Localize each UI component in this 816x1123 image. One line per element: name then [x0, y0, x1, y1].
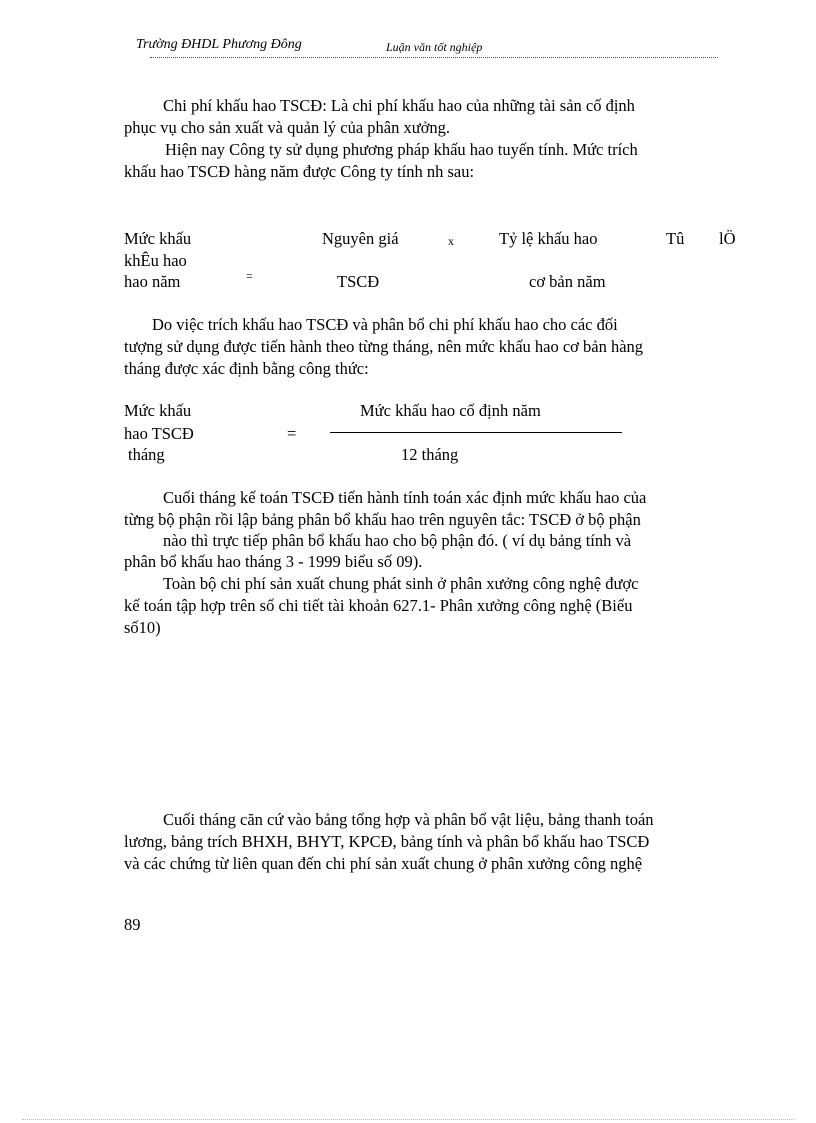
- formula1-extra2: lÖ: [719, 229, 736, 248]
- formula1-term2-bottom: cơ bản năm: [529, 272, 606, 291]
- para4-line1: Cuối tháng kế toán TSCĐ tiến hành tính toán xác định mức khấu hao của: [163, 488, 647, 507]
- para3-line3: tháng được xác định bằng công thức:: [124, 359, 369, 378]
- para4-line4: phân bổ khấu hao tháng 3 - 1999 biểu số 09).: [124, 552, 423, 571]
- formula1-term1-top: Nguyên giá: [322, 229, 399, 248]
- footer-rule: [22, 1119, 794, 1120]
- header-doc-type: Luận văn tốt nghiệp: [386, 40, 483, 54]
- header-rule: [150, 57, 718, 58]
- page-number: 89: [124, 915, 141, 934]
- para3-line2: tượng sử dụng được tiến hành theo từng tháng, nên mức khấu hao cơ bản hàng: [124, 337, 644, 356]
- formula1-label-line1: Mức khấu: [124, 229, 192, 248]
- formula2-fraction-line: [330, 432, 622, 433]
- header-school: Trường ĐHDL Phương Đông: [136, 37, 302, 52]
- para6-line2: lương, bảng trích BHXH, BHYT, KPCĐ, bảng tính và phân bổ khấu hao TSCĐ: [124, 832, 650, 851]
- para4-line2: từng bộ phận rồi lập bảng phân bổ khấu hao trên nguyên tắc: TSCĐ ở bộ phận: [124, 510, 641, 529]
- para2-line2: khấu hao TSCĐ hàng năm được Công ty tính nh sau:: [124, 162, 475, 181]
- formula1-equals: =: [246, 269, 253, 283]
- formula2-denominator: 12 tháng: [401, 445, 459, 464]
- para4-line3: nào thì trực tiếp phân bổ khấu hao cho bộ phận đó. ( ví dụ bảng tính và: [163, 531, 632, 550]
- formula2-equals: =: [287, 424, 297, 443]
- para3-line1: Do việc trích khấu hao TSCĐ và phân bổ chi phí khấu hao cho các đối: [152, 315, 618, 334]
- formula1-term1-bottom: TSCĐ: [337, 272, 380, 291]
- formula1-extra1: Tû: [666, 229, 685, 248]
- formula1-term2-top: Tỷ lệ khấu hao: [499, 229, 598, 248]
- formula2-label-line1: Mức khấu: [124, 401, 192, 420]
- para5-line1: Toàn bộ chi phí sản xuất chung phát sinh ở phân xưởng công nghệ được: [163, 574, 639, 593]
- para5-line2: kế toán tập hợp trên sổ chi tiết tài khoản 627.1- Phân xưởng công nghệ (Biểu: [124, 596, 633, 615]
- para1-line2: phục vụ cho sản xuất và quản lý của phân xưởng.: [124, 118, 451, 137]
- formula1-times: x: [448, 234, 454, 248]
- formula1-label-line2: khÊu hao: [124, 251, 187, 270]
- para1-line1: Chi phí khấu hao TSCĐ: Là chi phí khấu hao của những tài sản cố định: [163, 96, 635, 115]
- para5-line3: số10): [124, 618, 161, 637]
- formula1-label-line3: hao năm: [124, 272, 181, 291]
- para6-line1: Cuối tháng căn cứ vào bảng tổng hợp và phân bổ vật liệu, bảng thanh toán: [163, 810, 654, 829]
- formula2-label-line3: tháng: [128, 445, 165, 464]
- formula2-label-line2: hao TSCĐ: [124, 424, 194, 443]
- para2-line1: Hiện nay Công ty sử dụng phương pháp khấu hao tuyến tính. Mức trích: [165, 140, 638, 159]
- para6-line3: và các chứng từ liên quan đến chi phí sản xuất chung ở phân xưởng công nghệ: [124, 854, 643, 873]
- formula2-numerator: Mức khấu hao cố định năm: [360, 401, 541, 420]
